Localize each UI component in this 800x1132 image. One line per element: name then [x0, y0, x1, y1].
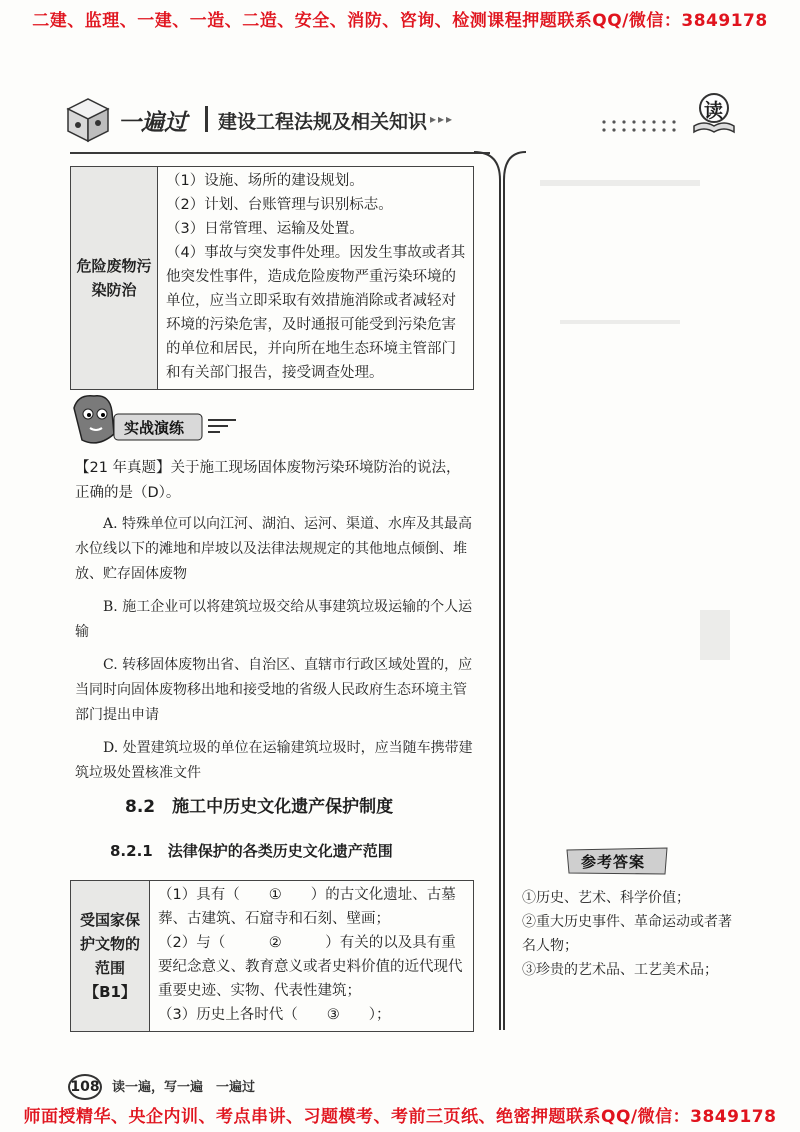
question-stem: 【21 年真题】关于施工现场固体废物污染环境防治的说法，正确的是（D）。: [75, 460, 461, 501]
answer-item: ②重大历史事件、革命运动或者著名人物；: [522, 914, 732, 954]
option-d: D. 处置建筑垃圾的单位在运输建筑垃圾时，应当随车携带建筑垃圾处置核准文件: [75, 740, 473, 781]
header-arrows: ▸▸▸: [430, 112, 455, 126]
bleed-mark: [540, 180, 700, 186]
option-c: C. 转移固体废物出省、自治区、直辖市行政区域处置的，应当同时向固体废物移出地和接受地的省级人民政府生态环境主管部门提出申请: [75, 657, 473, 723]
book-title: 建设工程法规及相关知识: [218, 111, 428, 133]
table-item: （3）历史上各时代（ ③ ）；: [158, 1007, 391, 1023]
table-content-cell: [150, 881, 474, 1032]
bottom-ad-banner: 师面授精华、央企内训、考点串讲、习题模考、考前三页纸、绝密押题联系QQ/微信：3849178: [23, 1107, 777, 1127]
page-number: 108: [68, 1074, 102, 1100]
answer-tag-label: 参考答案: [581, 853, 646, 871]
bleed-mark: [700, 610, 730, 660]
top-ad-banner: 二建、监理、一建、一造、二造、安全、消防、咨询、检测课程押题联系QQ/微信：3849178: [32, 11, 768, 31]
header-divider: [205, 106, 208, 132]
practice-banner: [68, 390, 248, 452]
table-item: （2）与（ ② ）有关的以及具有重要纪念意义、教育意义或者史料价值的近代现代重要史迹、实物、代表性建筑；: [158, 935, 463, 999]
practice-banner-label: 实战演练: [124, 419, 185, 437]
table-item: （1）具有（ ① ）的古文化遗址、古墓葬、古建筑、石窟寺和石刻、壁画；: [158, 887, 456, 927]
table-item: （2）计划、台账管理与识别标志。: [166, 197, 393, 213]
binding-spine-decoration: [470, 130, 530, 1060]
option-a: A. 特殊单位可以向江河、湖泊、运河、渠道、水库及其最高水位线以下的滩地和岸坡以及法律法规规定的其他地点倾倒、堆放、贮存固体废物: [75, 516, 473, 582]
answer-tag: [563, 846, 671, 876]
bleed-mark: [560, 320, 680, 324]
section-title: 8.2 施工中历史文化遗产保护制度: [125, 797, 394, 817]
header-rule: [70, 152, 490, 154]
read-book-badge: [690, 92, 738, 136]
exam-question: [75, 456, 475, 794]
table-content-cell: [158, 167, 474, 390]
book-brand: 一遍过: [118, 110, 187, 136]
table-label-cell: 危险废物污染防治: [71, 167, 158, 390]
hazardous-waste-table: [70, 166, 474, 390]
answer-item: ①历史、艺术、科学价值；: [522, 890, 690, 906]
answer-list: [522, 886, 742, 982]
read-badge-char: 读: [704, 100, 724, 122]
footer-slogan: 读一遍，写一遍 一遍过: [112, 1080, 256, 1095]
dots-decoration-icon: [600, 118, 680, 134]
answer-item: ③珍贵的艺术品、工艺美术品；: [522, 962, 718, 978]
option-b: B. 施工企业可以将建筑垃圾交给从事建筑垃圾运输的个人运输: [75, 599, 473, 640]
cultural-relics-table: [70, 880, 474, 1032]
table-item: （3）日常管理、运输及处置。: [166, 221, 364, 237]
table-item: （4）事故与突发事件处理。因发生事故或者其他突发性事件，造成危险废物严重污染环境的单位，应当立即采取有效措施消除或者减轻对环境的污染危害，及时通报可能受到污染危害的单位和居民，并向所在地生态环境主管部门和有关部门报告，接受调查处理。: [166, 245, 466, 381]
cube-logo-icon: [60, 95, 116, 143]
table-label-cell: 受国家保护文物的范围【B1】: [71, 881, 150, 1032]
subsection-title: 8.2.1 法律保护的各类历史文化遗产范围: [110, 842, 393, 860]
table-item: （1）设施、场所的建设规划。: [166, 173, 364, 189]
